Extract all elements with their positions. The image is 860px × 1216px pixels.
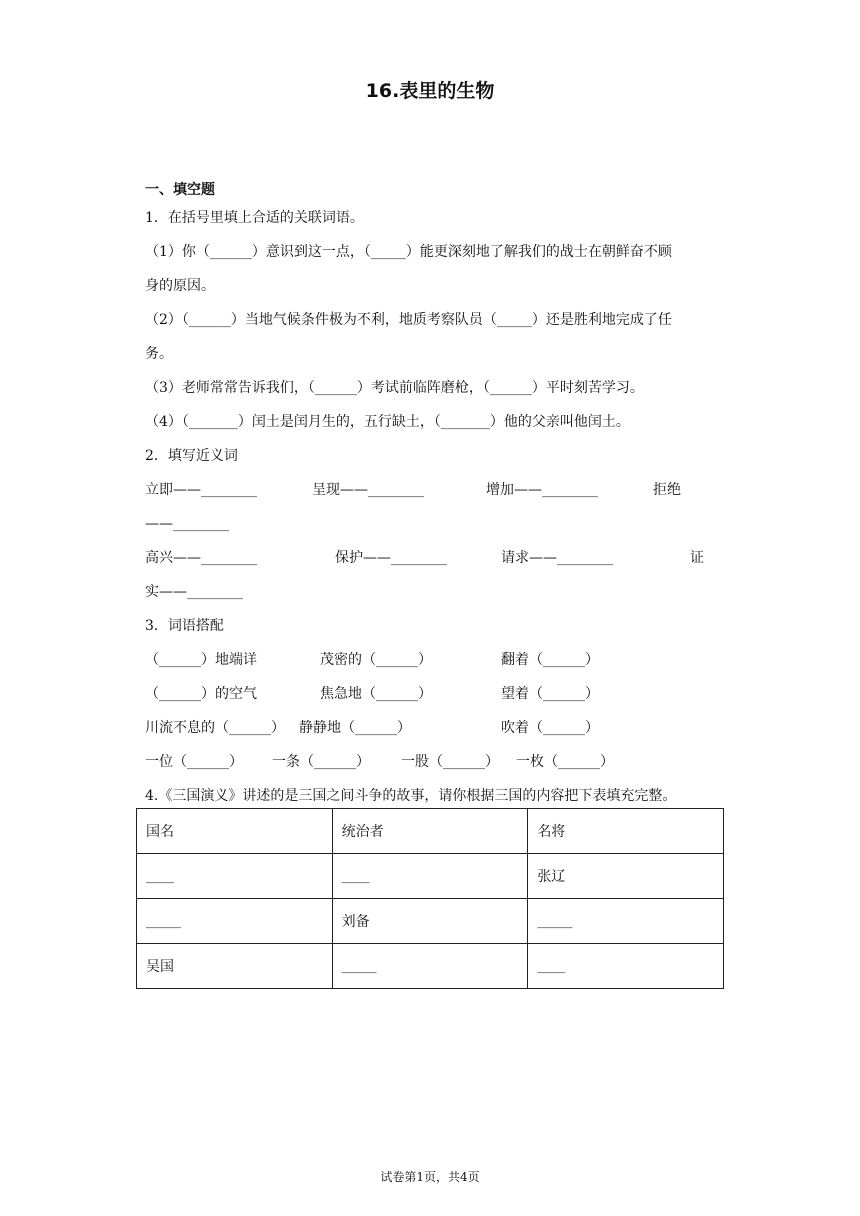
collocation-item: 川流不息的（______） [145,720,285,736]
q4-prompt: 4.《三国演义》讲述的是三国之间斗争的故事，请你根据三国的内容把下表填充完整。 [145,788,677,804]
collocation-item: 一位（______） [145,754,243,770]
collocation-item: 茂密的（______） [320,652,432,668]
table-header-cell: 国名 [137,809,333,854]
synonym-item: 证 [690,550,704,566]
table-header-cell: 名将 [528,809,724,854]
table-cell: 张辽 [528,854,724,899]
collocation-item: 一股（______） [401,754,499,770]
synonym-item: 高兴——________ [145,550,257,566]
three-kingdoms-table [136,808,724,989]
synonym-item: 拒绝 [653,482,681,498]
q1-sentence-1a: （1）你（______）意识到这一点，（_____）能更深刻地了解我们的战士在朝鲜奋不顾 [145,244,672,260]
q3-prompt: 3．词语搭配 [145,618,224,634]
table-row [137,944,724,989]
q1-prompt: 1．在括号里填上合适的关联词语。 [145,210,364,226]
table-row [137,899,724,944]
synonym-item: 实——________ [145,584,243,600]
synonym-item: 呈现——________ [312,482,424,498]
collocation-item: （______）地端详 [145,652,257,668]
synonym-item: 请求——________ [501,550,613,566]
table-cell: ____ [332,854,528,899]
q1-sentence-2a: （2）（______）当地气候条件极为不利，地质考察队员（_____）还是胜利地完成了任 [145,312,672,328]
table-cell: 刘备 [332,899,528,944]
table-cell: _____ [528,899,724,944]
collocation-item: 一枚（______） [516,754,614,770]
table-header-cell: 统治者 [332,809,528,854]
q2-prompt: 2．填写近义词 [145,448,238,464]
collocation-item: 吹着（______） [501,720,599,736]
synonym-item: 保护——________ [335,550,447,566]
collocation-item: 翻着（______） [501,652,599,668]
table-cell: 吴国 [137,944,333,989]
page-title: 16.表里的生物 [365,80,495,102]
q1-sentence-3: （3）老师常常告诉我们，（______）考试前临阵磨枪，（______）平时刻苦学习。 [145,380,644,396]
synonym-item: 增加——________ [486,482,598,498]
table-cell: _____ [137,899,333,944]
q1-sentence-2b: 务。 [145,346,173,362]
synonym-item: 立即——________ [145,482,257,498]
table-cell: ____ [528,944,724,989]
q1-sentence-4: （4）（_______）闰土是闰月生的，五行缺土，（_______）他的父亲叫他闰土。 [145,414,630,430]
collocation-item: 静静地（______） [299,720,411,736]
collocation-item: 一条（______） [272,754,370,770]
table-header-row [137,809,724,854]
collocation-item: 焦急地（______） [320,686,432,702]
collocation-item: （______）的空气 [145,686,257,702]
synonym-item: ——________ [145,516,229,532]
table-cell: _____ [332,944,528,989]
section-heading: 一、填空题 [145,182,215,198]
q1-sentence-1b: 身的原因。 [145,278,215,294]
table-cell: ____ [137,854,333,899]
table-row [137,854,724,899]
collocation-item: 望着（______） [501,686,599,702]
page-footer: 试卷第1页，共4页 [380,1170,480,1184]
